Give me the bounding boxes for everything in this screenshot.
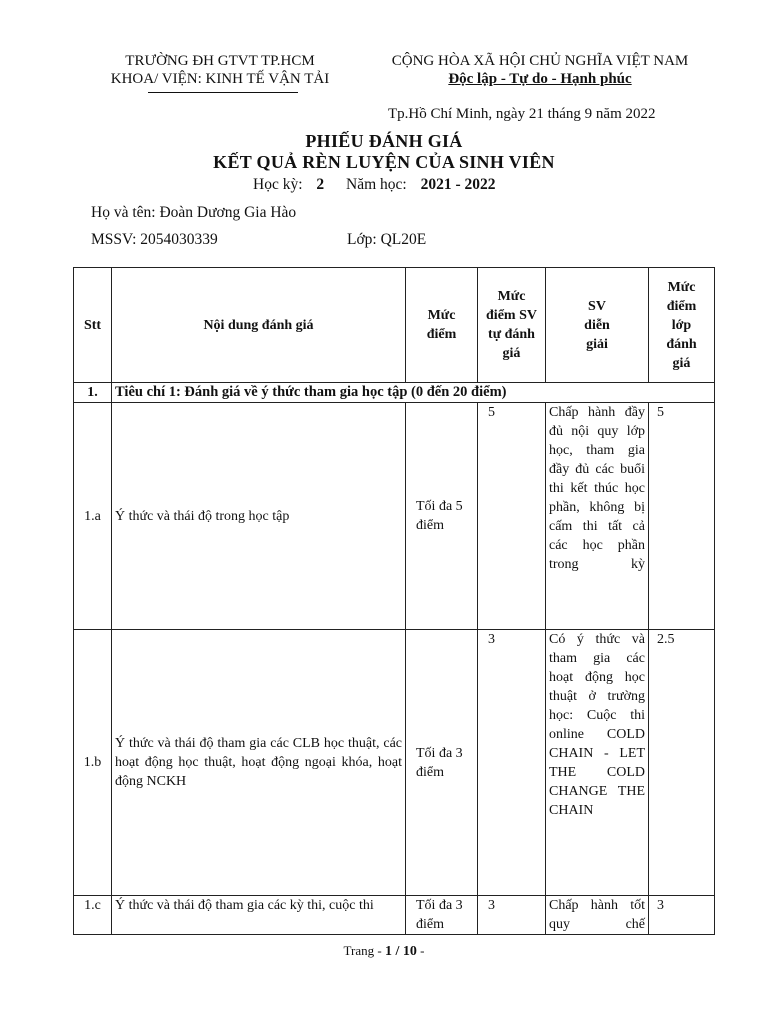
row-content: Ý thức và thái độ tham gia các CLB học thuật, các hoạt động học thuật, hoạt động ngoại khóa, hoạt động NCKH (112, 630, 406, 896)
row-stt: 1.b (74, 630, 112, 896)
row-self-score: 5 (478, 403, 546, 630)
section-stt: 1. (74, 383, 112, 403)
table-row (74, 896, 715, 935)
table-row (74, 403, 715, 630)
row-explain: Chấp hành đầy đủ nội quy lớp học, tham gia đầy đủ các buổi thi kết thúc học phần, không bị cấm thi tất cả các học phần trong kỳ (546, 403, 649, 630)
header-stt: Stt (74, 268, 112, 383)
footer-prefix: Trang - (343, 943, 382, 958)
row-self-score: 3 (478, 630, 546, 896)
header-max-score: Mức điểm (406, 268, 478, 383)
student-id: 2054030339 (140, 231, 218, 248)
form-title: PHIẾU ĐÁNH GIÁ (305, 131, 463, 151)
semester-value: 2 (316, 176, 325, 193)
section-row (74, 383, 715, 403)
row-explain: Chấp hành tốt quy chế (546, 896, 649, 935)
row-content: Ý thức và thái độ trong học tập (112, 403, 406, 630)
page-footer (0, 943, 768, 960)
row-stt: 1.c (74, 896, 112, 935)
row-class-score: 5 (649, 403, 715, 630)
faculty-name: KHOA/ VIỆN: KINH TẾ VẬN TẢI (110, 71, 330, 87)
date-line: Tp.Hồ Chí Minh, ngày 21 tháng 9 năm 2022 (388, 106, 656, 122)
student-class: QL20E (380, 231, 427, 248)
id-label: MSSV: (91, 231, 137, 248)
school-name: TRƯỜNG ĐH GTVT TP.HCM (125, 53, 315, 69)
row-stt: 1.a (74, 403, 112, 630)
section-title: Tiêu chí 1: Đánh giá về ý thức tham gia học tập (0 đến 20 điểm) (112, 383, 715, 403)
class-label: Lớp: (347, 231, 377, 248)
row-self-score: 3 (478, 896, 546, 935)
header-content: Nội dung đánh giá (112, 268, 406, 383)
name-label: Họ và tên: (91, 204, 156, 221)
row-class-score: 2.5 (649, 630, 715, 896)
student-name-line (91, 204, 296, 222)
semester-label: Học kỳ: (253, 176, 303, 193)
header-explain: SV diễn giải (546, 268, 649, 383)
footer-suffix: - (420, 943, 425, 958)
row-max-score: Tối đa 3 điểm (406, 630, 478, 896)
student-name: Đoàn Dương Gia Hào (159, 204, 297, 221)
year-value: 2021 - 2022 (420, 176, 496, 193)
row-max-score: Tối đa 3 điểm (406, 896, 478, 935)
semester-line (253, 176, 496, 194)
faculty-underline (148, 92, 298, 93)
year-label: Năm học: (346, 176, 407, 193)
evaluation-table (73, 267, 715, 935)
table-header-row (74, 268, 715, 383)
header-class-score: Mức điểm lớp đánh giá (649, 268, 715, 383)
row-explain: Có ý thức và tham gia các hoạt động học thuật ở trường học: Cuộc thi online COLD CHAIN - LET THE COLD CHANGE THE CHAIN (546, 630, 649, 896)
table-row (74, 630, 715, 896)
row-max-score: Tối đa 5 điểm (406, 403, 478, 630)
header-self-score: Mức điểm SV tự đánh giá (478, 268, 546, 383)
page-number: 1 / 10 (384, 944, 417, 959)
national-title: CỘNG HÒA XÃ HỘI CHỦ NGHĨA VIỆT NAM (391, 53, 689, 69)
national-motto: Độc lập - Tự do - Hạnh phúc (448, 71, 632, 87)
student-id-line (91, 231, 218, 249)
row-class-score: 3 (649, 896, 715, 935)
row-content: Ý thức và thái độ tham gia các kỳ thi, cuộc thi (112, 896, 406, 935)
form-subtitle: KẾT QUẢ RÈN LUYỆN CỦA SINH VIÊN (213, 152, 555, 172)
student-class-line (347, 231, 426, 249)
